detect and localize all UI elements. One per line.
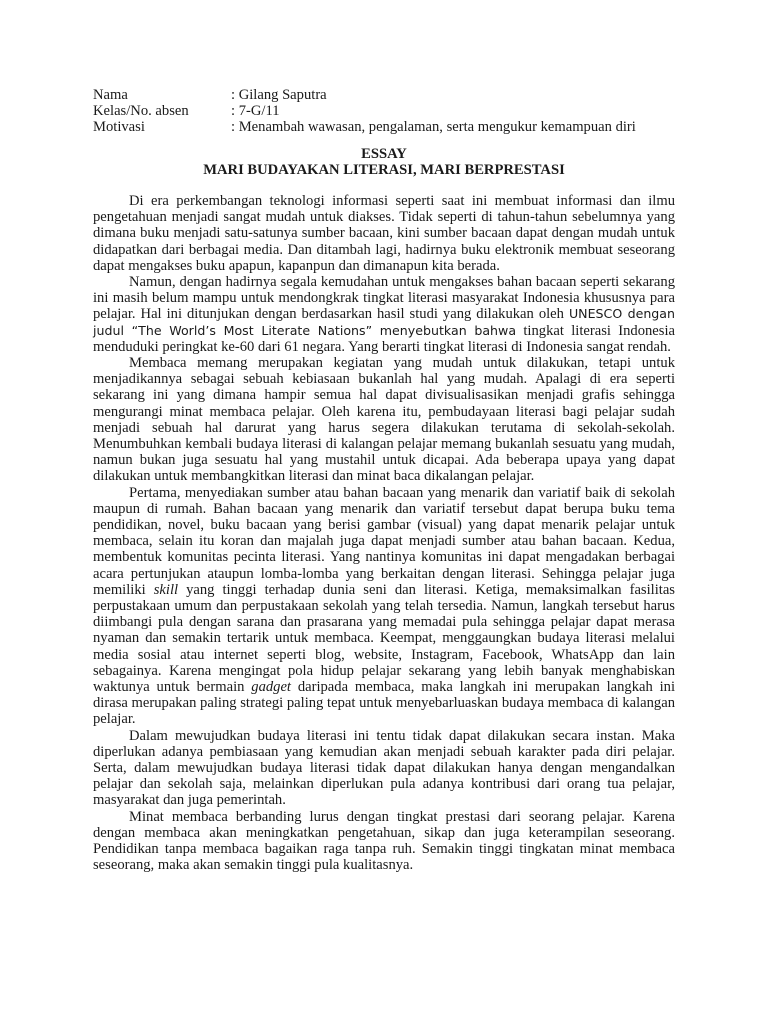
info-row-motivation: [93, 119, 675, 135]
paragraph-4-part-c: daripada membaca, maka langkah ini merupakan langkah ini dirasa merupakan paling strategi paling tepat untuk menyebarluaskan budaya membaca di kalangan pelajar.: [93, 679, 675, 728]
essay-heading: ESSAY: [361, 145, 407, 162]
paragraph-4-skill-term: skill: [153, 581, 179, 598]
paragraph-3: Membaca memang merupakan kegiatan yang mudah untuk dilakukan, tetapi untuk menjadikannya sebagai sebuah kebiasaan bukanlah hal yang mudah. Apalagi di era seperti sekarang ini yang dimana hampir semua hal dapat divisualisasikan menjadi grafis sehingga mengurangi minat membaca pelajar. Oleh karena itu, pembudayaan literasi bagi pelajar sudah menjadi sebuah hal darurat yang harus segera dilakukan terutama di sekolah-sekolah. Menumbuhkan kembali budaya literasi di kalangan pelajar memang bukanlah sesuatu yang mudah, namun bukan juga sesuatu hal yang mustahil untuk dicapai. Ada beberapa upaya yang dapat dilakukan untuk membangkitkan literasi dan minat baca dikalangan pelajar.: [93, 355, 675, 485]
essay-title: MARI BUDAYAKAN LITERASI, MARI BERPRESTASI: [203, 161, 565, 178]
info-value-name: : Gilang Saputra: [231, 87, 327, 103]
paragraph-4-part-a: Pertama, menyediakan sumber atau bahan bacaan yang menarik dan variatif baik di sekolah maupun di rumah. Bahan bacaan yang menarik dan variatif tersebut dapat berupa buku tema pendidikan, novel, buku bacaan yang berisi gambar (visual) yang dapat menarik pelajar untuk membaca, selain itu koran dan majalah juga dapat menjadi sumber atau bahan bacaan. Kedua, membentuk komunitas pecinta literasi. Yang nantinya komunitas ini dapat mengadakan berbagai acara pertunjukan ataupun lomba-lomba yang berkaitan dengan literasi. Sehingga pelajar juga memiliki: [93, 484, 675, 598]
paragraph-4-gadget-term: gadget: [251, 679, 291, 696]
info-row-name: [93, 87, 675, 103]
paragraph-2-unesco-citation: UNESCO dengan judul “The World’s Most Literate Nations” menyebutkan bahwa: [93, 306, 675, 338]
paragraph-6: Minat membaca berbanding lurus dengan tingkat prestasi dari seorang pelajar. Karena dengan membaca akan meningkatkan pengetahuan, sikap dan juga keterampilan seseorang. Pendidikan tanpa membaca bagaikan raga tanpa ruh. Semakin tinggi tingkatan minat membaca seseorang, maka akan semakin tinggi pula kualitasnya.: [93, 808, 675, 874]
info-value-class: : 7-G/11: [231, 103, 280, 120]
info-label-name: Nama: [93, 87, 128, 103]
info-value-motivation: : Menambah wawasan, pengalaman, serta mengukur kemampuan diri: [231, 119, 636, 136]
info-row-class: [93, 103, 675, 119]
paragraph-2-part-c: tingkat literasi Indonesia menduduki peringkat ke-60 dari 61 negara. Yang berarti tingkat literasi di Indonesia sangat rendah.: [93, 322, 675, 355]
paragraph-4-part-b: yang tinggi terhadap dunia seni dan literasi. Ketiga, memaksimalkan fasilitas perpustakaan umum dan perpustakaan sekolah yang telah tersedia. Namun, langkah tersebut harus diimbangi pula dengan sarana dan prasarana yang memadai pula sehingga pelajar dapat merasa nyaman dan semakin tertarik untuk membaca. Keempat, menggaungkan budaya literasi melalui media sosial atau internet seperti blog, website, Instagram, Facebook, WhatsApp dan lain sebagainya. Karena mengingat pola hidup pelajar sekarang yang lebih banyak menghabiskan waktunya untuk bermain: [93, 581, 675, 696]
document-page: [93, 87, 675, 874]
paragraph-2: [93, 274, 675, 355]
paragraph-1: Di era perkembangan teknologi informasi seperti saat ini membuat informasi dan ilmu pengetahuan menjadi sangat mudah untuk diakses. Tidak seperti di tahun-tahun sebelumnya yang dimana buku menjadi satu-satunya sumber bacaan, kini sumber bacaan dapat dengan mudah untuk didapatkan dari berbagai media. Dan ditambah lagi, hadirnya buku elektronik membuat seseorang dapat mengakses buku apapun, kapanpun dan dimanapun kita berada.: [93, 192, 675, 274]
info-label-class: Kelas/No. absen: [93, 103, 189, 120]
essay-body: [93, 193, 675, 874]
paragraph-2-part-a: Namun, dengan hadirnya segala kemudahan untuk mengakses bahan bacaan seperti sekarang ini masih belum mampu untuk mendongkrak tingkat literasi masyarakat Indonesia khususnya para pelajar. Hal ini ditunjukan dengan berdasarkan hasil studi yang dilakukan oleh: [93, 273, 675, 323]
student-info: [93, 87, 675, 136]
paragraph-5: Dalam mewujudkan budaya literasi ini tentu tidak dapat dilakukan secara instan. Maka diperlukan adanya pembiasaan yang kemudian akan menjadi sebuah karakter pada diri pelajar. Serta, dalam mewujudkan budaya literasi tidak dapat dilakukan hanya dengan mengandalkan pelajar dan sekolah saja, melainkan diperlukan pula adanya kontribusi dari orang tua pelajar, masyarakat dan juga pemerintah.: [93, 727, 675, 809]
info-label-motivation: Motivasi: [93, 119, 145, 136]
paragraph-4: [93, 485, 675, 728]
